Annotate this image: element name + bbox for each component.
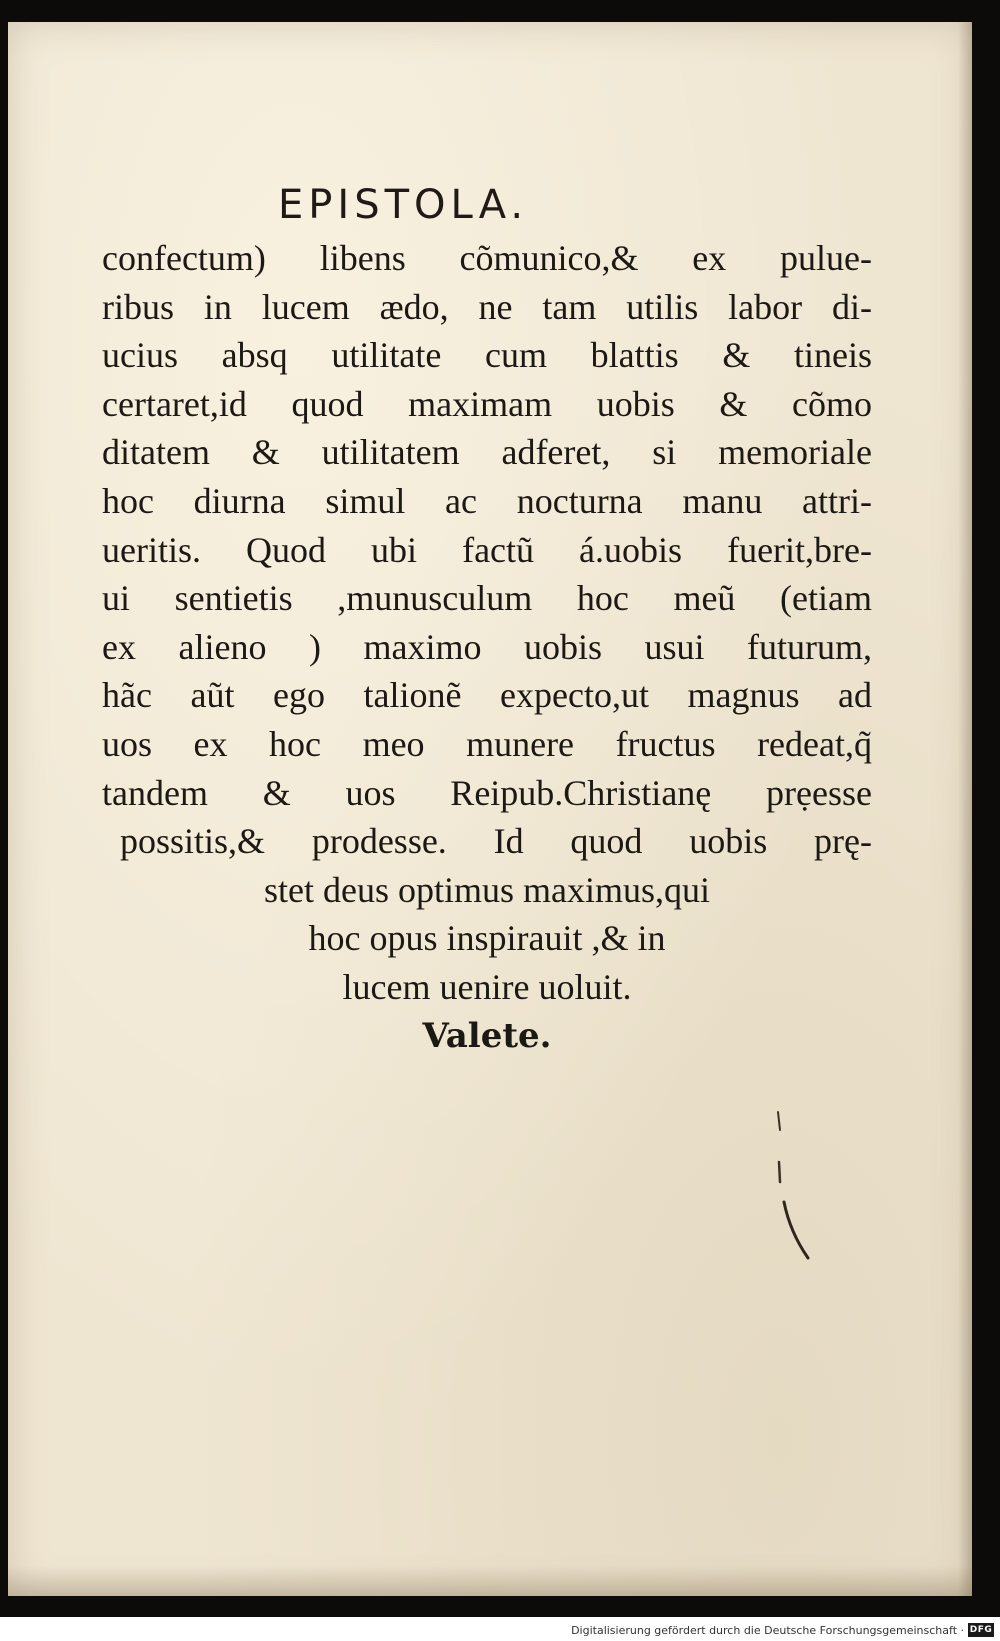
page-bottom-shadow bbox=[8, 1566, 972, 1596]
funding-credit: Digitalisierung gefördert durch die Deutsche Forschungsgemeinschaft · bbox=[571, 1624, 964, 1637]
text-line: stet deus optimus maximus,qui bbox=[264, 869, 710, 910]
text-line: ucius absq utilitate cum blattis & tineis bbox=[102, 335, 872, 376]
text-line: confectum) libens cõmunico,& ex pulue- bbox=[102, 238, 872, 278]
text-line: possitis,& prodesse. Id quod uobis prę- bbox=[120, 821, 872, 862]
page-heading: EPISTOLA. bbox=[278, 182, 529, 228]
text-line: ditatem & utilitatem adferet, si memoriale bbox=[102, 432, 872, 473]
letter-body bbox=[102, 234, 872, 1060]
text-line: ex alieno ) maximo uobis usui futurum, bbox=[102, 626, 872, 667]
text-line: lucem uenire uoluit. bbox=[342, 966, 632, 1007]
digitization-footer bbox=[0, 1617, 1000, 1641]
dfg-logo: DFG bbox=[969, 1625, 993, 1635]
text-line: hãc aũt ego talionẽ expecto,ut magnus ad bbox=[102, 675, 872, 716]
closing-valete: Valete. bbox=[422, 1015, 552, 1056]
text-line: certaret,id quod maximam uobis & cõmo bbox=[102, 383, 872, 424]
text-line: uos ex hoc meo munere fructus redeat,q̃ bbox=[102, 723, 872, 764]
book-page bbox=[8, 22, 972, 1596]
page-edge-shadow bbox=[958, 22, 972, 1596]
text-line: ui sentietis ,munusculum hoc meũ (etiam bbox=[102, 578, 872, 619]
text-line: hoc opus inspirauit ,& in bbox=[308, 918, 666, 959]
text-line: hoc diurna simul ac nocturna manu attri- bbox=[102, 480, 872, 521]
ink-stroke-mark bbox=[768, 1082, 828, 1262]
text-line: tandem & uos Reipub.Christianę prẹesse bbox=[102, 772, 872, 813]
text-line: ueritis. Quod ubi factũ á.uobis fuerit,bre- bbox=[102, 529, 872, 570]
text-line: ribus in lucem ædo, ne tam utilis labor di- bbox=[102, 286, 872, 327]
